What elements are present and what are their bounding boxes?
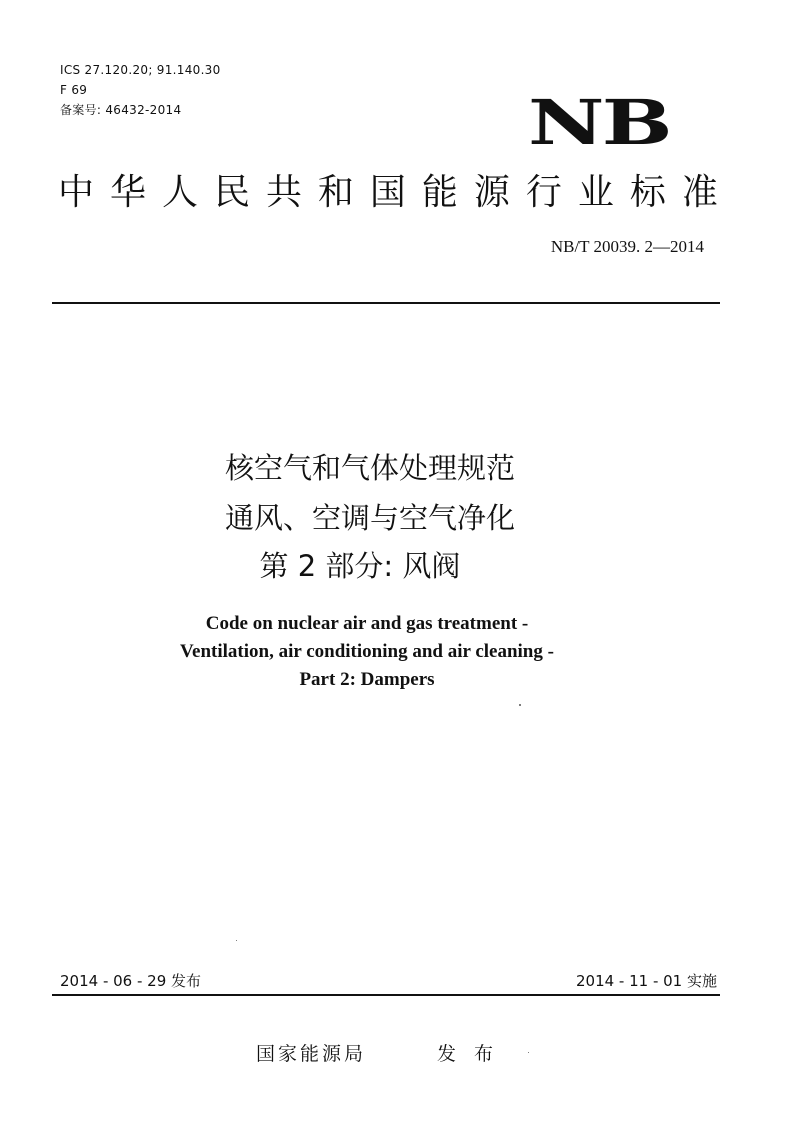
org-title-char: 源 <box>473 172 510 213</box>
classification-block <box>60 60 221 120</box>
standard-number: NB/T 20039. 2—2014 <box>550 237 704 256</box>
org-title-char: 共 <box>265 172 302 213</box>
ics-code: ICS 27.120.20; 91.140.30 <box>60 63 221 77</box>
org-title-char: 标 <box>629 172 666 213</box>
top-divider <box>52 302 720 304</box>
nb-logo: NB <box>528 86 670 159</box>
cn-title-line-3: 第 2 部分: 风阀 <box>259 549 461 583</box>
effective-date: 2014 - 11 - 01 实施 <box>575 972 717 990</box>
org-title-char: 中 <box>58 172 95 213</box>
scan-speck <box>528 1052 529 1053</box>
cn-title-line-2: 通风、空调与空气净化 <box>224 501 515 535</box>
filing-number: 备案号: 46432-2014 <box>60 103 182 117</box>
en-title-line-3: Part 2: Dampers <box>299 669 435 690</box>
cn-title-line-1: 核空气和气体处理规范 <box>224 451 515 485</box>
org-title-char: 能 <box>421 172 458 213</box>
en-title-line-1: Code on nuclear air and gas treatment - <box>205 613 529 634</box>
issue-date: 2014 - 06 - 29 发布 <box>60 972 202 990</box>
org-title-char: 业 <box>577 172 614 213</box>
scan-speck <box>236 940 237 941</box>
org-title-char: 行 <box>525 172 562 213</box>
org-title-char: 国 <box>369 172 406 213</box>
publisher-name: 国家能源局 <box>256 1043 367 1065</box>
org-title-char: 准 <box>681 172 718 213</box>
org-title-char: 民 <box>213 172 250 213</box>
org-title-char: 华 <box>109 172 146 213</box>
en-title-line-2: Ventilation, air conditioning and air cleaning - <box>180 641 554 662</box>
org-title <box>58 168 718 218</box>
org-title-char: 和 <box>317 172 354 213</box>
publish-label: 发 布 <box>437 1043 500 1065</box>
ccs-code: F 69 <box>60 83 88 97</box>
scan-speck <box>519 704 521 706</box>
bottom-divider <box>52 994 720 996</box>
org-title-char: 人 <box>161 172 198 213</box>
